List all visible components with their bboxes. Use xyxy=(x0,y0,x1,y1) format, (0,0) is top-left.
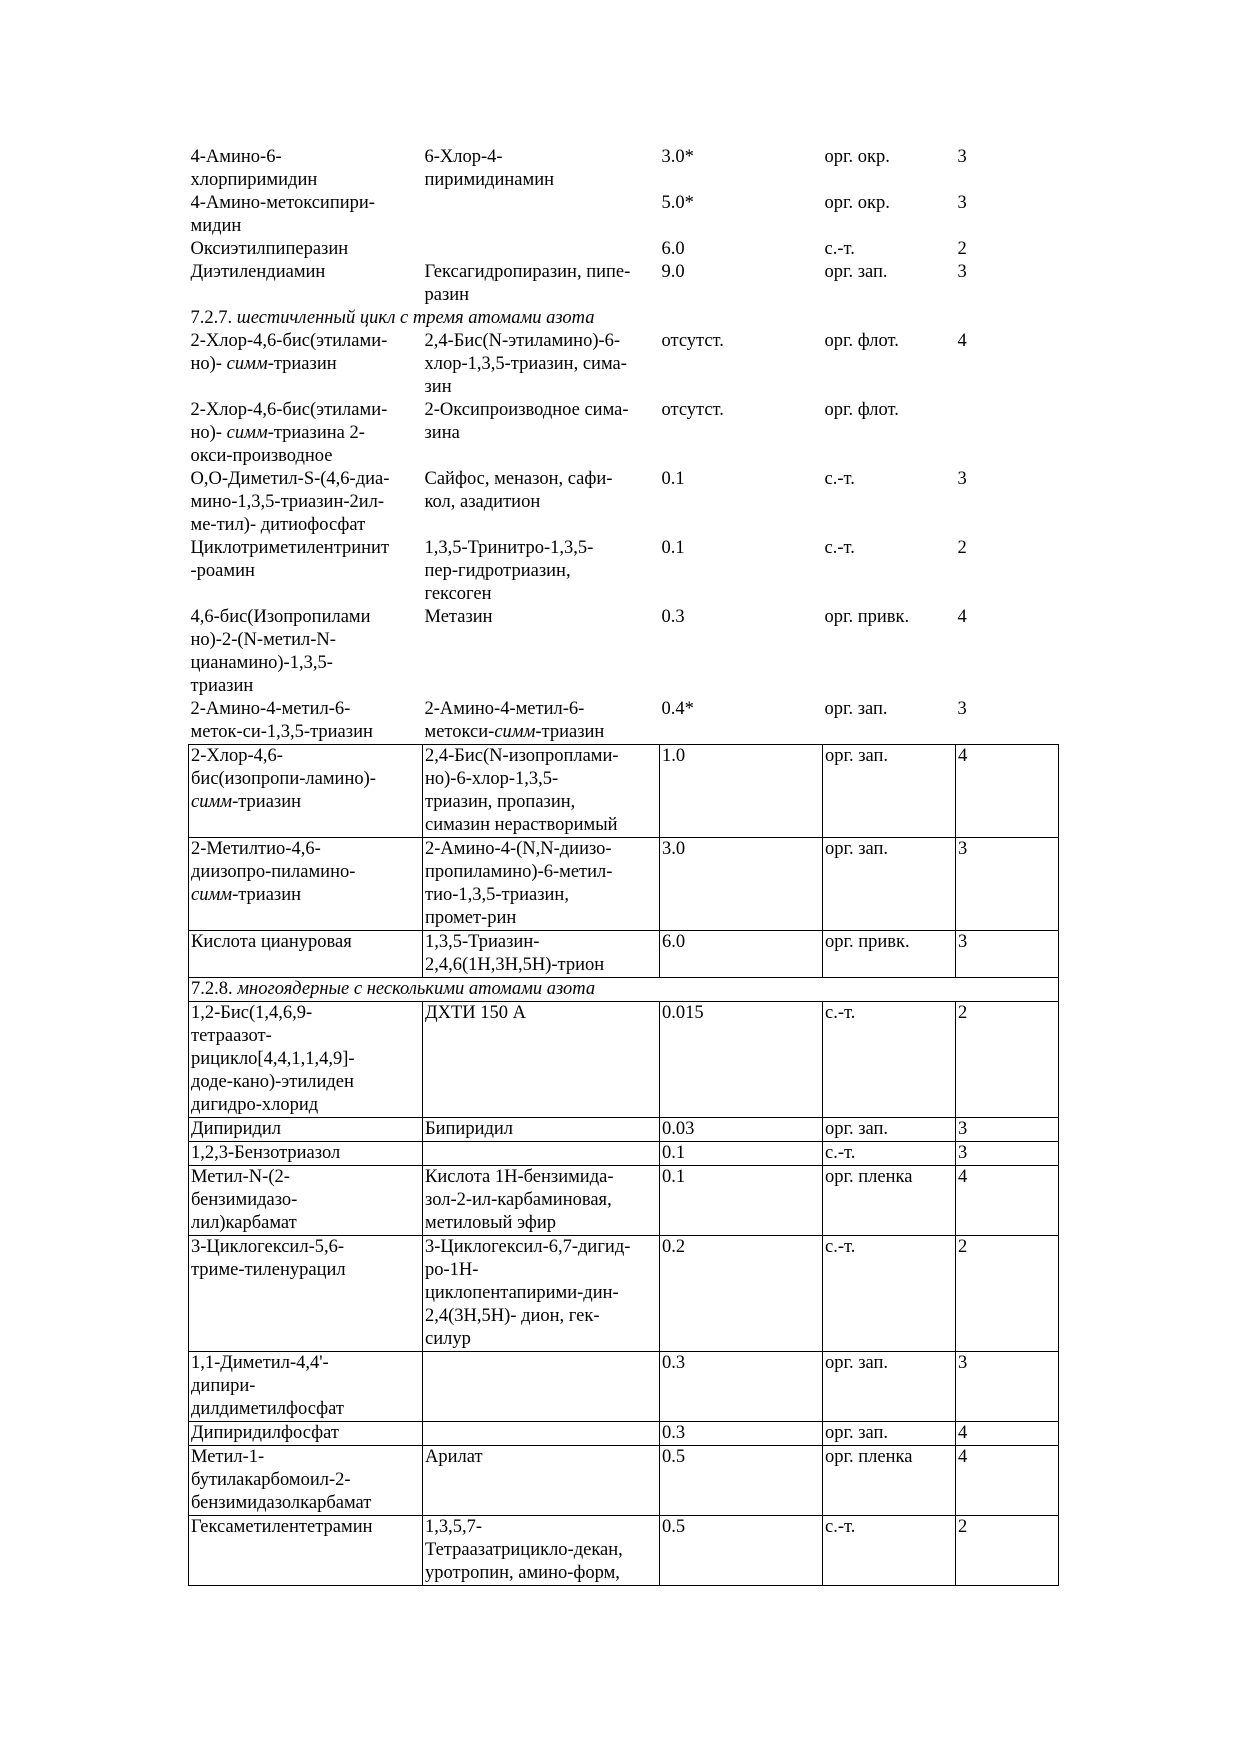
value-cell: 0.5 xyxy=(660,1446,823,1516)
substance-name-cell: 3-Циклогексил-5,6- триме-тиленурацил xyxy=(189,1236,423,1352)
class-cell xyxy=(956,399,1059,468)
sign-cell: орг. зап. xyxy=(824,262,888,282)
substance-name-cell: Оксиэтилпиперазин xyxy=(190,239,349,259)
substance-name-cell: 2-Хлор-4,6-бис(этилами- но)- симм-триазина 2- окси-производное xyxy=(190,400,388,466)
class-cell: 3 xyxy=(957,699,967,719)
value-cell: 0.1 xyxy=(660,1166,823,1236)
synonyms-cell: Метазин xyxy=(424,607,493,627)
table-row xyxy=(189,931,1059,978)
sign-cell: орг. пленка xyxy=(823,1166,956,1236)
sign-cell: с.-т. xyxy=(824,239,855,259)
substance-name-cell: Дипиридил xyxy=(189,1118,423,1142)
section-header-row xyxy=(189,307,1059,330)
substance-name-cell: 2-Амино-4-метил-6- меток-си-1,3,5-триазин xyxy=(190,699,373,742)
table-row xyxy=(189,330,1059,399)
synonyms-cell: 6-Хлор-4- пиримидинамин xyxy=(424,147,554,190)
class-cell: 4 xyxy=(956,1446,1059,1516)
sign-cell: орг. окр. xyxy=(824,193,890,213)
class-cell: 3 xyxy=(956,1118,1059,1142)
sign-cell: орг. флот. xyxy=(824,400,899,420)
synonyms-cell xyxy=(423,1352,660,1422)
synonyms-cell: Гексагидропиразин, пипе- разин xyxy=(424,262,631,305)
class-cell: 3 xyxy=(956,1142,1059,1166)
table-row xyxy=(189,399,1059,468)
class-cell: 3 xyxy=(957,262,967,282)
value-cell: 9.0 xyxy=(661,262,685,282)
substance-name-cell: Гексаметилентетрамин xyxy=(189,1516,423,1586)
value-cell: 0.5 xyxy=(660,1516,823,1586)
substance-name-cell: 2-Хлор-4,6- бис(изопропи-ламино)- симм-триазин xyxy=(189,745,423,838)
substance-name-cell: 4,6-бис(Изопропилами но)-2-(N-метил-N- цианамино)-1,3,5- триазин xyxy=(190,607,371,696)
substances-table xyxy=(188,146,1059,1586)
class-cell: 3 xyxy=(957,147,967,167)
table-row xyxy=(189,261,1059,307)
sign-cell: с.-т. xyxy=(823,1002,956,1118)
value-cell: 0.015 xyxy=(660,1002,823,1118)
substance-name-cell: Метил-N-(2- бензимидазо- лил)карбамат xyxy=(189,1166,423,1236)
sign-cell: орг. привк. xyxy=(823,931,956,978)
synonyms-cell xyxy=(423,1422,660,1446)
sign-cell: орг. зап. xyxy=(823,838,956,931)
value-cell: отсутст. xyxy=(661,400,724,420)
substance-name-cell: 4-Амино-6- хлорпиримидин xyxy=(190,147,318,190)
value-cell: 0.1 xyxy=(661,469,685,489)
table-row xyxy=(189,238,1059,261)
sign-cell: орг. зап. xyxy=(823,1352,956,1422)
section-heading-7-2-7: 7.2.7. шестичленный цикл с тремя атомами азота xyxy=(190,308,595,328)
value-cell: 0.3 xyxy=(661,607,685,627)
value-cell: 6.0 xyxy=(661,239,685,259)
class-cell: 4 xyxy=(956,1166,1059,1236)
synonyms-cell: 2,4-Бис(N-этиламино)-6- хлор-1,3,5-триазин, сима- зин xyxy=(424,331,627,397)
sign-cell: орг. привк. xyxy=(824,607,910,627)
sign-cell: орг. пленка xyxy=(823,1446,956,1516)
substance-name-cell: 2-Хлор-4,6-бис(этилами- но)- симм-триазин xyxy=(190,331,388,374)
synonyms-cell xyxy=(423,1142,660,1166)
table-row xyxy=(189,1002,1059,1118)
synonyms-cell xyxy=(423,192,660,238)
class-cell: 3 xyxy=(956,838,1059,931)
substance-name-cell: Диэтилендиамин xyxy=(190,262,326,282)
value-cell: 0.4* xyxy=(661,699,694,719)
value-cell: 0.3 xyxy=(660,1352,823,1422)
synonyms-cell: 1,3,5,7- Тетраазатрицикло-декан, уротропин, амино-форм, xyxy=(423,1516,660,1586)
table-row xyxy=(189,1118,1059,1142)
synonyms-cell xyxy=(423,238,660,261)
synonyms-cell: Арилат xyxy=(423,1446,660,1516)
class-cell: 2 xyxy=(956,1002,1059,1118)
sign-cell: орг. зап. xyxy=(823,1118,956,1142)
table-row xyxy=(189,1142,1059,1166)
sign-cell: с.-т. xyxy=(824,469,855,489)
synonyms-cell: 2,4-Бис(N-изопроплами- но)-6-хлор-1,3,5- триазин, пропазин, симазин нерастворимый xyxy=(423,745,660,838)
table-row xyxy=(189,606,1059,698)
class-cell: 3 xyxy=(956,931,1059,978)
table-row xyxy=(189,468,1059,537)
table-row xyxy=(189,745,1059,838)
substance-name-cell: Кислота циануровая xyxy=(189,931,423,978)
table-row xyxy=(189,1422,1059,1446)
table-row xyxy=(189,146,1059,192)
sign-cell: орг. флот. xyxy=(824,331,899,351)
table-row xyxy=(189,1166,1059,1236)
class-cell: 2 xyxy=(956,1516,1059,1586)
class-cell: 4 xyxy=(956,1422,1059,1446)
value-cell: 0.1 xyxy=(661,538,685,558)
synonyms-cell: Сайфос, меназон, сафи- кол, азадитион xyxy=(424,469,613,512)
sign-cell: с.-т. xyxy=(824,538,855,558)
value-cell: отсутст. xyxy=(661,331,724,351)
substance-name-cell: О,О-Диметил-S-(4,6-диа- мино-1,3,5-триазин-2ил- ме-тил)- дитиофосфат xyxy=(190,469,390,535)
sign-cell: орг. зап. xyxy=(823,745,956,838)
table-row xyxy=(189,698,1059,745)
table-row xyxy=(189,1236,1059,1352)
substance-name-cell: 2-Метилтио-4,6- диизопро-пиламино- симм-триазин xyxy=(189,838,423,931)
substance-name-cell: 1,2,3-Бензотриазол xyxy=(189,1142,423,1166)
substance-name-cell: Метил-1- бутилакарбомоил-2- бензимидазолкарбамат xyxy=(189,1446,423,1516)
synonyms-cell: ДХТИ 150 А xyxy=(423,1002,660,1118)
value-cell: 3.0* xyxy=(661,147,694,167)
table-row xyxy=(189,1516,1059,1586)
sign-cell: орг. окр. xyxy=(824,147,890,167)
table-row xyxy=(189,192,1059,238)
value-cell: 6.0 xyxy=(660,931,823,978)
table-part-unboxed xyxy=(189,146,1059,745)
class-cell: 4 xyxy=(957,607,967,627)
synonyms-cell: Бипиридил xyxy=(423,1118,660,1142)
synonyms-cell: 2-Амино-4-(N,N-диизо- пропиламино)-6-метил- тио-1,3,5-триазин, промет-рин xyxy=(423,838,660,931)
class-cell: 3 xyxy=(957,469,967,489)
sign-cell: с.-т. xyxy=(823,1142,956,1166)
sign-cell: орг. зап. xyxy=(823,1422,956,1446)
synonyms-cell: 1,3,5-Тринитро-1,3,5- пер-гидротриазин, гексоген xyxy=(424,538,594,604)
substance-name-cell: Циклотриметилентринит -роамин xyxy=(190,538,390,581)
class-cell: 2 xyxy=(957,538,967,558)
sign-cell: орг. зап. xyxy=(824,699,888,719)
sign-cell: с.-т. xyxy=(823,1516,956,1586)
substance-name-cell: 1,2-Бис(1,4,6,9- тетраазот- рицикло[4,4,1,1,4,9]- доде-кано)-этилиден дигидро-хлорид xyxy=(189,1002,423,1118)
class-cell: 3 xyxy=(956,1352,1059,1422)
value-cell: 5.0* xyxy=(661,193,694,213)
synonyms-cell: 3-Циклогексил-6,7-дигид- ро-1Н- циклопентапирими-дин- 2,4(3Н,5Н)- дион, гек- силур xyxy=(423,1236,660,1352)
section-heading-7-2-8: 7.2.8. многоядерные с несколькими атомами азота xyxy=(189,978,1059,1002)
synonyms-cell: 2-Амино-4-метил-6- метокси-симм-триазин xyxy=(424,699,605,742)
table-row xyxy=(189,1352,1059,1422)
synonyms-cell: 2-Оксипроизводное сима- зина xyxy=(424,400,629,443)
class-cell: 4 xyxy=(957,331,967,351)
table-row xyxy=(189,537,1059,606)
substance-name-cell: Дипиридилфосфат xyxy=(189,1422,423,1446)
table-row xyxy=(189,1446,1059,1516)
sign-cell: с.-т. xyxy=(823,1236,956,1352)
table-row xyxy=(189,838,1059,931)
value-cell: 0.1 xyxy=(660,1142,823,1166)
substance-name-cell: 1,1-Диметил-4,4'- дипири- дилдиметилфосфат xyxy=(189,1352,423,1422)
class-cell: 2 xyxy=(956,1236,1059,1352)
synonyms-cell: 1,3,5-Триазин- 2,4,6(1Н,3Н,5Н)-трион xyxy=(423,931,660,978)
value-cell: 0.2 xyxy=(660,1236,823,1352)
table-part-boxed xyxy=(189,745,1059,1586)
value-cell: 1.0 xyxy=(660,745,823,838)
class-cell: 2 xyxy=(957,239,967,259)
substance-name-cell: 4-Амино-метоксипири- мидин xyxy=(190,193,375,236)
class-cell: 4 xyxy=(956,745,1059,838)
section-header-row xyxy=(189,978,1059,1002)
synonyms-cell: Кислота 1Н-бензимида- зол-2-ил-карбаминовая, метиловый эфир xyxy=(423,1166,660,1236)
class-cell: 3 xyxy=(957,193,967,213)
value-cell: 3.0 xyxy=(660,838,823,931)
value-cell: 0.03 xyxy=(660,1118,823,1142)
value-cell: 0.3 xyxy=(660,1422,823,1446)
